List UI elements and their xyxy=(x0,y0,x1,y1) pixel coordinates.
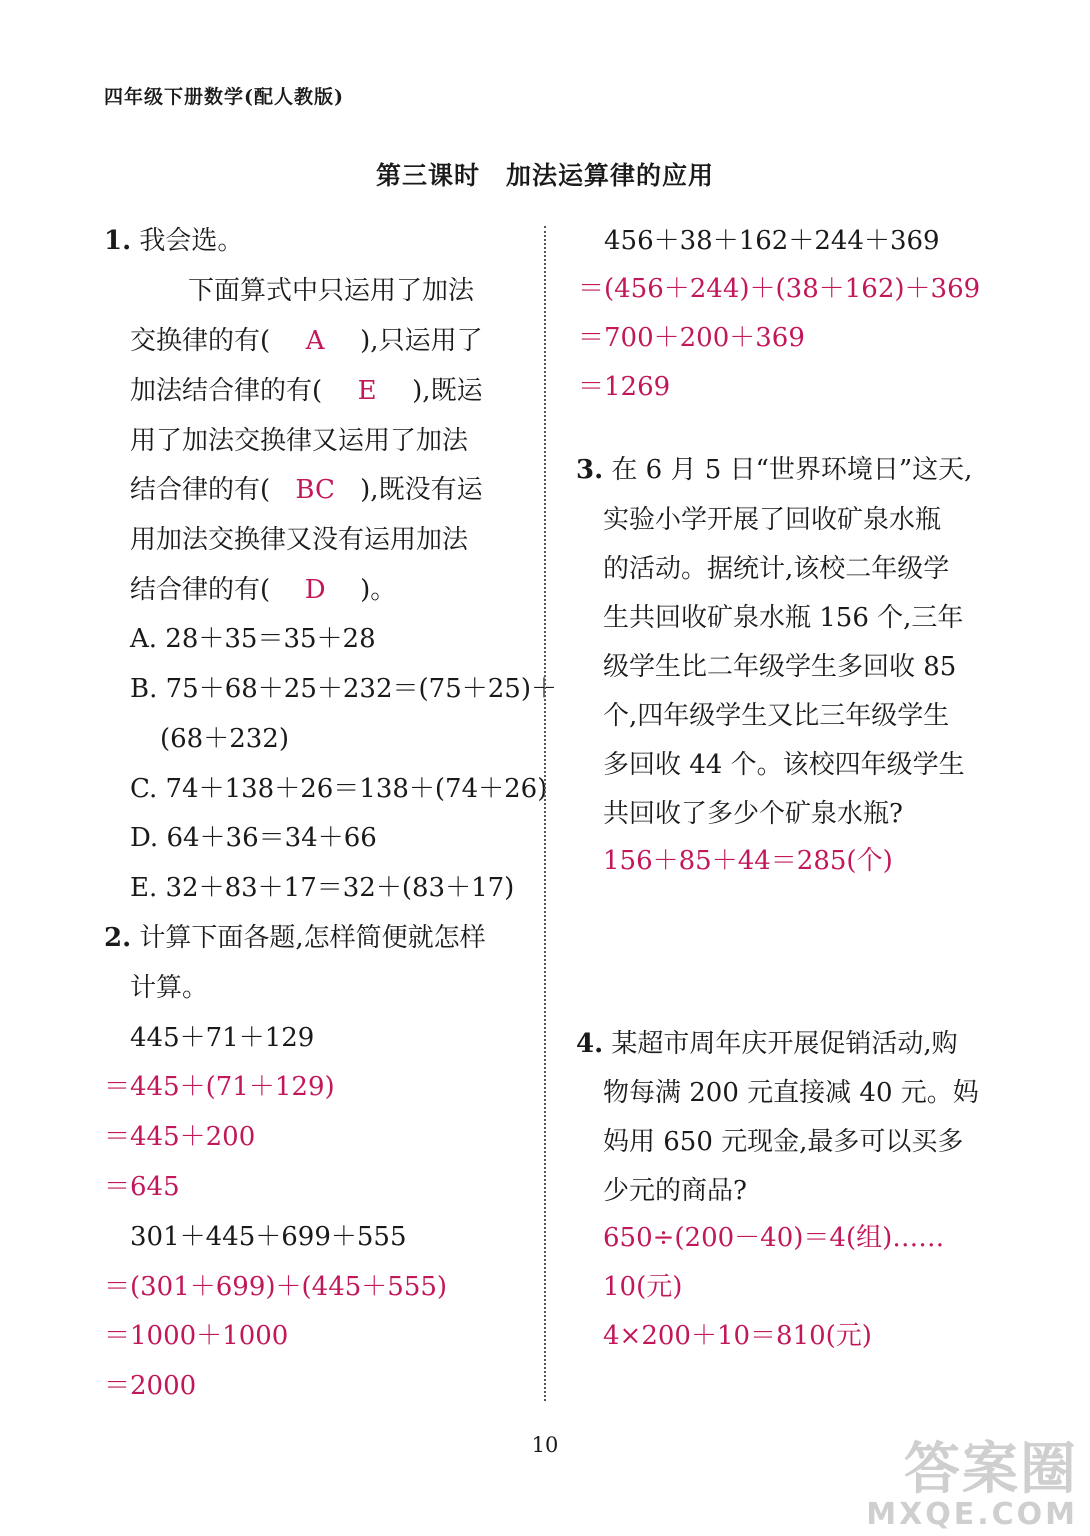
q1-number: 1. xyxy=(104,226,132,256)
q3-text-line: 实验小学开展了回收矿泉水瓶 xyxy=(603,505,942,535)
q2-step: ＝1269 xyxy=(578,372,671,402)
q1-text-line: 用了加法交换律又运用了加法 xyxy=(130,426,469,456)
book-header: 四年级下册数学(配人教版) xyxy=(104,86,344,108)
column-divider xyxy=(544,226,546,1401)
q4-heading xyxy=(576,1029,958,1059)
q3-heading xyxy=(576,455,972,485)
q2-step: ＝445＋(71＋129) xyxy=(104,1072,335,1102)
site-watermark xyxy=(866,1437,1078,1532)
q3-text-line: 生共回收矿泉水瓶 156 个,三年 xyxy=(603,603,964,633)
q1-option-d: D. 64＋36＝34＋66 xyxy=(130,823,377,853)
q2-number: 2. xyxy=(104,923,132,953)
q1-text-line: 结合律的有( D )。 xyxy=(130,575,397,605)
q2-step: ＝1000＋1000 xyxy=(104,1321,289,1351)
q4-text-line: 某超市周年庆开展促销活动,购 xyxy=(611,1029,958,1059)
q3-text-line: 多回收 44 个。该校四年级学生 xyxy=(603,750,965,780)
q4-number: 4. xyxy=(576,1029,604,1059)
q3-text-line: 级学生比二年级学生多回收 85 xyxy=(603,652,957,682)
q1-answer-blank: E xyxy=(357,376,377,406)
q1-text-line: 用加法交换律又没有运用加法 xyxy=(130,525,469,555)
q3-text-line: 共回收了多少个矿泉水瓶? xyxy=(603,799,903,829)
q2-step: ＝2000 xyxy=(104,1371,197,1401)
q1-answer-blank: A xyxy=(305,326,325,356)
q3-text-line: 的活动。据统计,该校二年级学 xyxy=(603,554,950,584)
q4-text-line: 妈用 650 元现金,最多可以买多 xyxy=(603,1127,964,1157)
q2-step: ＝645 xyxy=(104,1172,180,1202)
q2-heading xyxy=(104,923,486,953)
q1-option-c: C. 74＋138＋26＝138＋(74＋26) xyxy=(130,774,548,804)
q1-answer-blank: D xyxy=(304,575,326,605)
watermark-url: MXQE.COM xyxy=(866,1497,1078,1532)
q1-prompt: 我会选。 xyxy=(139,226,244,256)
q4-answer-line: 10(元) xyxy=(603,1272,683,1302)
page-number: 10 xyxy=(531,1433,559,1457)
q1-option-a: A. 28＋35＝35＋28 xyxy=(130,624,376,654)
q1-text-line: 交换律的有( A ),只运用了 xyxy=(130,326,483,356)
q4-text-line: 物每满 200 元直接减 40 元。妈 xyxy=(603,1078,979,1108)
q4-text-line: 少元的商品? xyxy=(603,1176,747,1206)
q1-text-line: 结合律的有( BC ),既没有运 xyxy=(130,475,483,505)
q4-answer-line: 650÷(200－40)＝4(组)…… xyxy=(603,1223,945,1253)
q2-problem: 456＋38＋162＋244＋369 xyxy=(604,226,940,256)
q3-answer: 156＋85＋44＝285(个) xyxy=(603,846,893,876)
q2-prompt-cont: 计算。 xyxy=(130,973,209,1003)
q2-step: ＝(456＋244)＋(38＋162)＋369 xyxy=(578,274,981,304)
q2-problem: 301＋445＋699＋555 xyxy=(130,1222,407,1252)
q2-problem: 445＋71＋129 xyxy=(130,1023,315,1053)
q1-option-b-cont: (68＋232) xyxy=(160,724,289,754)
q1-option-b: B. 75＋68＋25＋232＝(75＋25)＋ xyxy=(130,674,557,704)
q1-text-line: 加法结合律的有( E ),既运 xyxy=(130,376,483,406)
q3-text-line: 在 6 月 5 日“世界环境日”这天, xyxy=(611,455,973,485)
q2-prompt: 计算下面各题,怎样简便就怎样 xyxy=(139,923,486,953)
q2-step: ＝(301＋699)＋(445＋555) xyxy=(104,1272,448,1302)
q1-text-line: 下面算式中只运用了加法 xyxy=(188,276,475,306)
q3-text-line: 个,四年级学生又比三年级学生 xyxy=(603,701,950,731)
q3-number: 3. xyxy=(576,455,604,485)
q4-answer-line: 4×200＋10＝810(元) xyxy=(603,1321,872,1351)
q2-step: ＝445＋200 xyxy=(104,1122,256,1152)
watermark-logo-text: 答案圈 xyxy=(904,1437,1078,1502)
q2-step: ＝700＋200＋369 xyxy=(578,323,805,353)
lesson-title: 第三课时 加法运算律的应用 xyxy=(375,161,714,190)
q1-option-e: E. 32＋83＋17＝32＋(83＋17) xyxy=(130,873,515,903)
q1-heading xyxy=(104,226,243,256)
q1-answer-blank: BC xyxy=(295,475,335,505)
